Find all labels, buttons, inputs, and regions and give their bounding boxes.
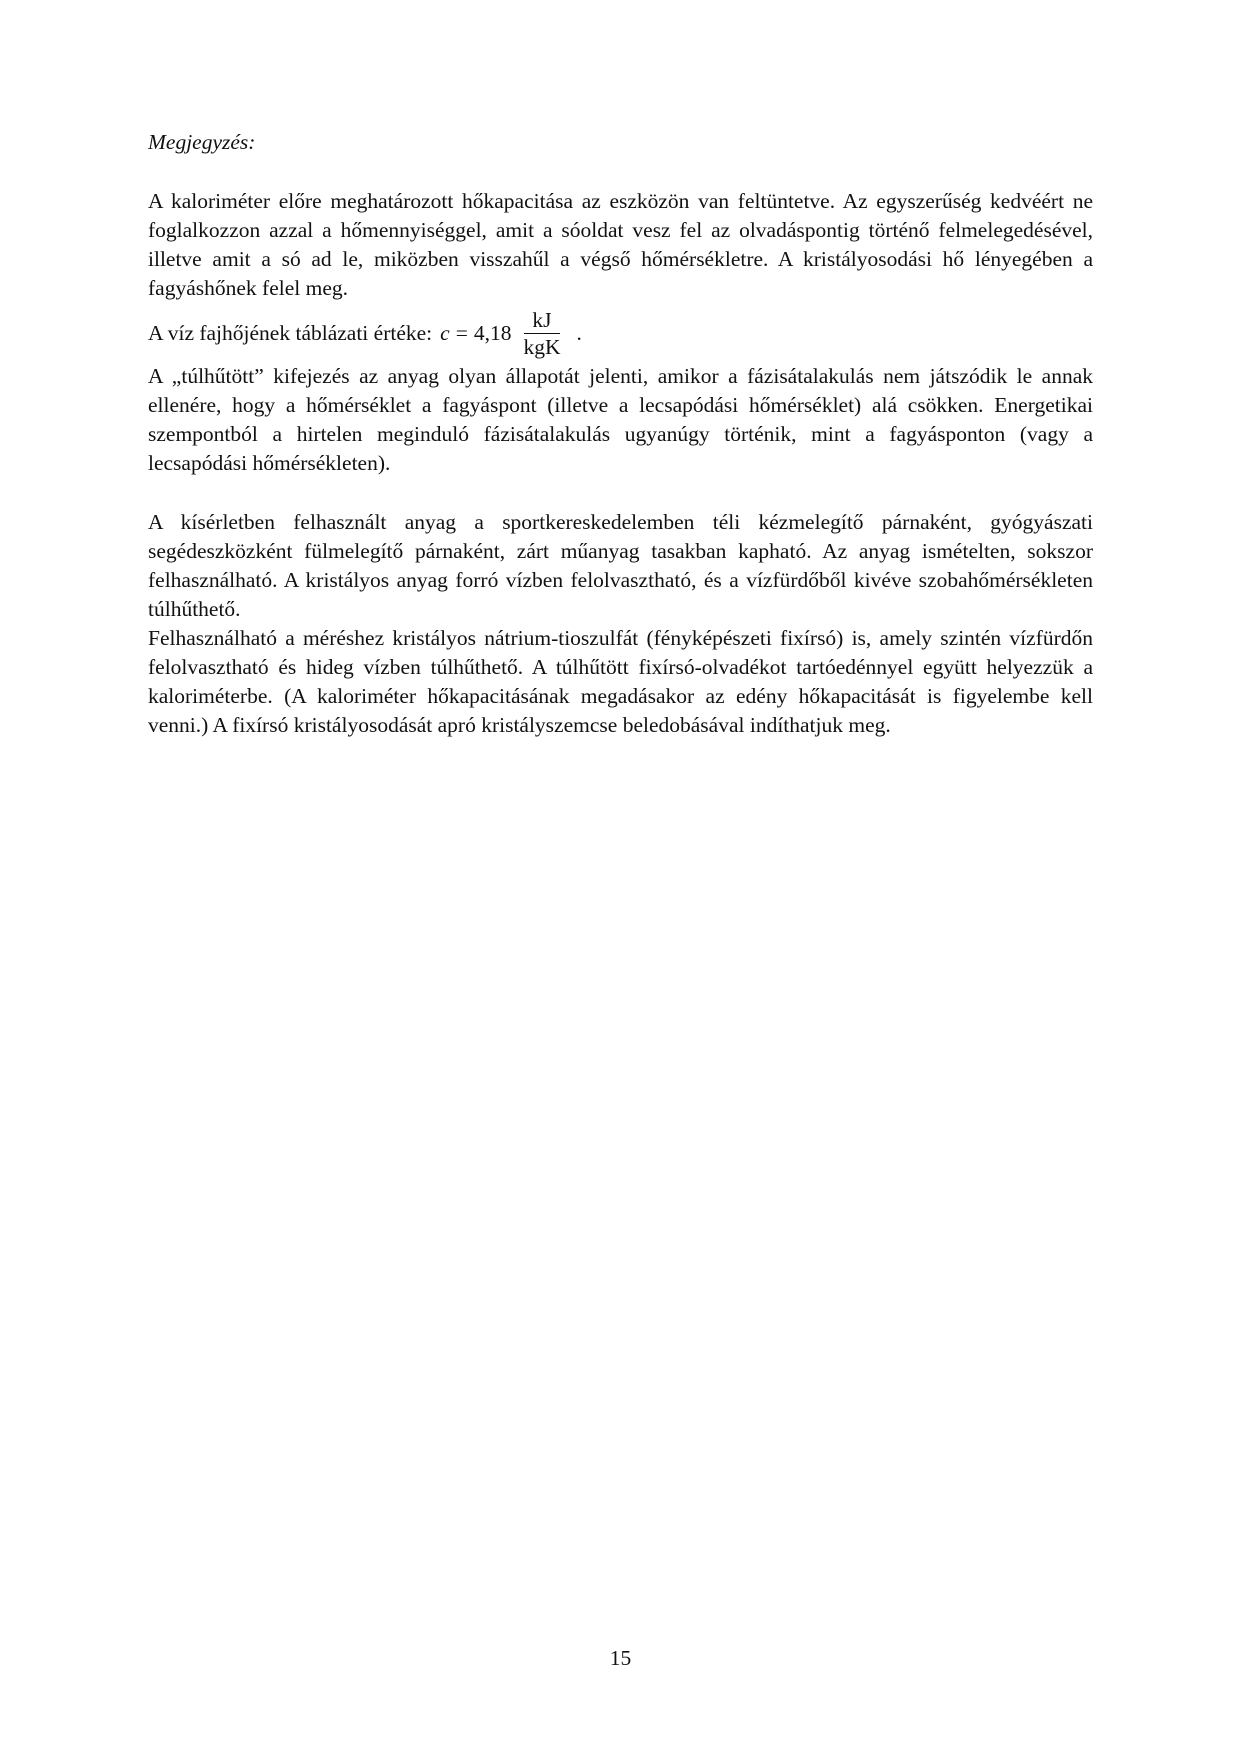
unit-numerator: kJ bbox=[524, 307, 559, 334]
paragraph-supercooled: A „túlhűtött” kifejezés az anyag olyan állapotát jelenti, amikor a fázisátalakulás nem játszódik le annak ellenére, hogy a hőmérséklet a fagyáspont (illetve a lecsapódási hőmérséklet) alá csökken. Energetikai szempontból a hirtelen meginduló fázisátalakulás ugyanúgy történik, mint a fagyásponton (vagy a lecsapódási hőmérsékleten). bbox=[148, 364, 1093, 475]
formula-equals: = bbox=[455, 321, 468, 345]
paragraph-calorimeter-note: A kaloriméter előre meghatározott hőkapacitása az eszközön van feltüntetve. Az egyszerűség kedvéért ne foglalkozzon azzal a hőmennyiséggel, amit a sóoldat vesz fel az olvadáspontig történő felmelegedésével, illetve amit a só ad le, miközben visszahűl a végső hőmérsékletre. A kristályosodási hő lényegében a fagyáshőnek felel meg. bbox=[148, 189, 1093, 300]
specific-heat-formula bbox=[440, 307, 582, 360]
paragraph-thiosulfate: Felhasználható a méréshez kristályos nátrium-tioszulfát (fényképészeti fixírsó) is, amely szintén vízfürdőn felolvasztható és hideg vízben túlhűthető. A túlhűtött fixírsó-olvadékot tartóedénnyel együtt helyezzük a kaloriméterbe. (A kaloriméter hőkapacitásának megadásakor az edény hőkapacitását is figyelembe kell venni.) A fixírsó kristályosodását apró kristályszemcse beledobásával indíthatjuk meg. bbox=[148, 626, 1093, 737]
formula-variable: c bbox=[440, 321, 450, 345]
formula-period: . bbox=[576, 321, 582, 345]
specific-heat-label: A víz fajhőjének táblázati értéke: bbox=[148, 321, 433, 345]
formula-value: 4,18 bbox=[473, 321, 512, 345]
paragraph-material: A kísérletben felhasznált anyag a sportkereskedelemben téli kézmelegítő párnaként, gyógyászati segédeszközként fülmelegítő párnaként, zárt műanyag tasakban kapható. Az anyag ismételten, sokszor felhasználható. A kristályos anyag forró vízben felolvasztható, és a vízfürdőből kivéve szobahőmérsékleten túlhűthető. bbox=[148, 510, 1093, 621]
document-body bbox=[148, 128, 1093, 740]
paragraph-gap bbox=[148, 478, 1093, 508]
unit-denominator: kgK bbox=[523, 335, 561, 359]
specific-heat-line bbox=[148, 307, 1093, 360]
formula-unit-fraction bbox=[515, 307, 568, 360]
note-heading: Megjegyzés: bbox=[148, 130, 256, 154]
page-number: 15 bbox=[609, 1646, 632, 1670]
